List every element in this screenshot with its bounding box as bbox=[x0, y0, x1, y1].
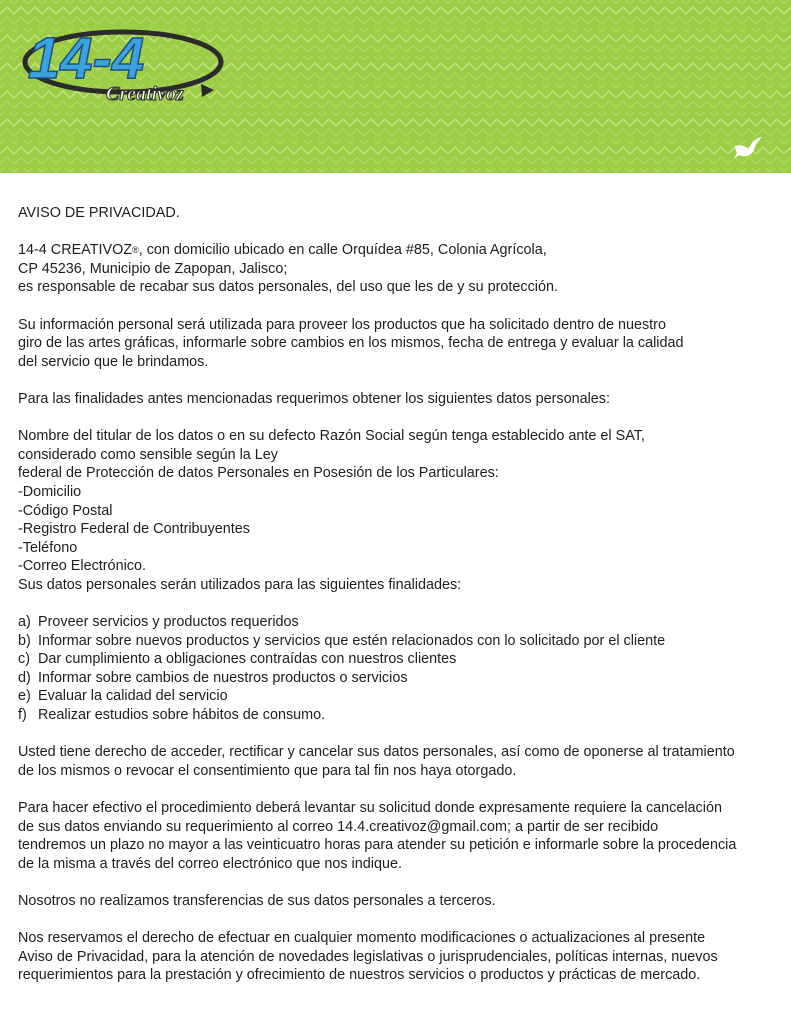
purpose-item: b) Informar sobre nuevos productos y servicios que estén relacionados con lo solicitado por el cliente bbox=[18, 632, 666, 649]
logo-subtitle: Creativoz bbox=[106, 83, 184, 105]
paragraph-line: del servicio que le brindamos. bbox=[18, 353, 209, 370]
address-line-1: 14-4 CREATIVOZ®, con domicilio ubicado en calle Orquídea #85, Colonia Agrícola, bbox=[18, 242, 547, 259]
purpose-item: c) Dar cumplimiento a obligaciones contraídas con nuestros clientes bbox=[18, 651, 457, 668]
purpose-item: e) Evaluar la calidad del servicio bbox=[18, 688, 228, 705]
paragraph-line: de los mismos o revocar el consentimiento que para tal fin nos haya otorgado. bbox=[18, 762, 517, 779]
purpose-item: d) Informar sobre cambios de nuestros productos o servicios bbox=[18, 669, 408, 686]
bird-icon bbox=[733, 136, 763, 160]
purpose-item: a) Proveer servicios y productos requeridos bbox=[18, 614, 299, 631]
paragraph-line: Para hacer efectivo el procedimiento deberá levantar su solicitud donde expresamente requiere la cancelación bbox=[18, 800, 722, 816]
paragraph-line: Nos reservamos el derecho de efectuar en cualquier momento modificaciones o actualizaciones al presente bbox=[18, 930, 706, 947]
privacy-notice bbox=[18, 204, 783, 985]
data-line: considerado como sensible según la Ley bbox=[18, 446, 278, 463]
paragraph-line: requerimientos para la prestación y ofrecimiento de nuestros servicios o productos y prácticas de mercado. bbox=[18, 967, 701, 984]
data-item: -Teléfono bbox=[18, 539, 78, 556]
paragraph-line: Usted tiene derecho de acceder, rectificar y cancelar sus datos personales, así como de oponerse al tratamiento bbox=[18, 744, 735, 761]
paragraph-line: tendremos un plazo no mayor a las veinticuatro horas para atender su petición e informarle sobre la procedencia bbox=[18, 837, 737, 854]
data-line: federal de Protección de datos Personales en Posesión de los Particulares: bbox=[18, 465, 499, 482]
paragraph-line: giro de las artes gráficas, informarle sobre cambios en los mismos, fecha de entrega y evaluar la calidad bbox=[18, 335, 684, 352]
header-banner bbox=[0, 0, 791, 173]
transfer-statement: Nosotros no realizamos transferencias de sus datos personales a terceros. bbox=[18, 892, 496, 909]
data-line: Nombre del titular de los datos o en su defecto Razón Social según tenga establecido ante el SAT, bbox=[18, 428, 645, 445]
paragraph-line: de la misma a través del correo electrónico que nos indique. bbox=[18, 855, 402, 872]
logo-text: 14-4 bbox=[28, 26, 145, 91]
company-name: 14-4 CREATIVOZ bbox=[18, 242, 133, 259]
paragraph-line: Su información personal será utilizada para proveer los productos que ha solicitado dentro de nuestro bbox=[18, 316, 666, 333]
logo[interactable] bbox=[18, 14, 228, 106]
paragraph-line: de sus datos enviando su requerimiento al correo 14.4.creativoz@gmail.com; a partir de ser recibido bbox=[18, 818, 659, 835]
paragraph-line: Aviso de Privacidad, para la atención de novedades legislativas o jurisprudenciales, políticas internas, nuevos bbox=[18, 948, 718, 965]
data-item: -Correo Electrónico. bbox=[18, 558, 146, 575]
registered-mark: ® bbox=[132, 245, 139, 256]
data-item: -Domicilio bbox=[18, 483, 82, 500]
data-item: -Registro Federal de Contribuyentes bbox=[18, 521, 250, 538]
required-data-intro: Para las finalidades antes mencionadas requerimos obtener los siguientes datos personales: bbox=[18, 390, 610, 407]
address-line-2: CP 45236, Municipio de Zapopan, Jalisco; bbox=[18, 260, 288, 277]
address-line-3: es responsable de recabar sus datos personales, del uso que les de y su protección. bbox=[18, 279, 558, 296]
purposes-intro: Sus datos personales serán utilizados para las siguientes finalidades: bbox=[18, 576, 462, 593]
data-item: -Código Postal bbox=[18, 502, 113, 519]
document-title: AVISO DE PRIVACIDAD. bbox=[18, 205, 180, 221]
purpose-item: f) Realizar estudios sobre hábitos de consumo. bbox=[18, 707, 326, 724]
